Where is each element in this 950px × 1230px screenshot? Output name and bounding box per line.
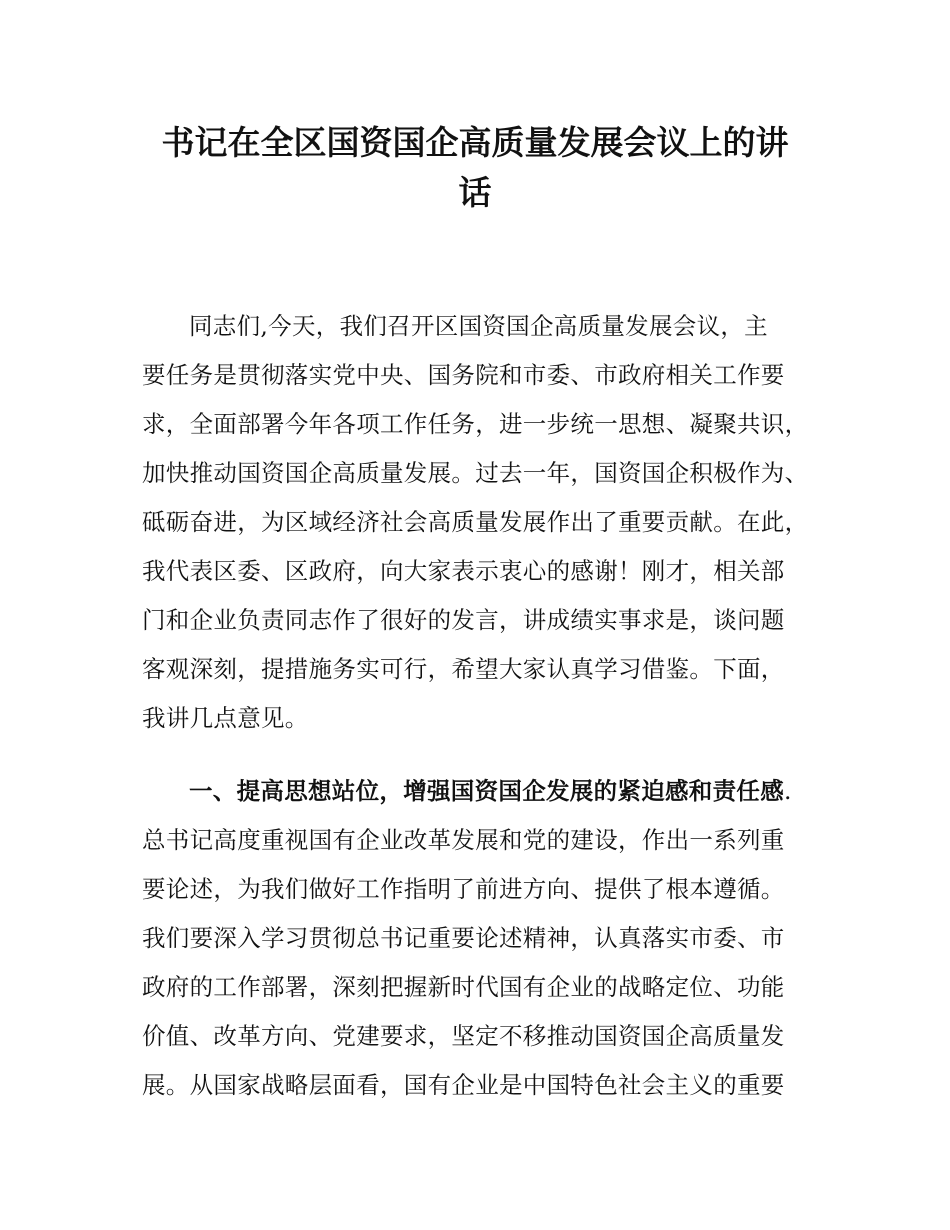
paragraph-line: 要论述，为我们做好工作指明了前进方向、提供了根本遵循。 <box>142 875 785 903</box>
section-1 <box>142 767 832 1110</box>
section-heading-line <box>142 767 832 816</box>
paragraph-line: 客观深刻，提措施务实可行，希望大家认真学习借鉴。下面， <box>142 655 785 683</box>
title-line: 话 <box>458 173 492 212</box>
section-heading-tail: . <box>784 777 792 805</box>
document-body <box>142 302 832 1110</box>
document-title <box>120 118 830 218</box>
paragraph-line: 同志们,今天，我们召开区国资国企高质量发展会议，主 <box>189 312 768 340</box>
paragraph-line: 我们要深入学习贯彻总书记重要论述精神，认真落实市委、市 <box>142 924 785 952</box>
paragraph-line: 要任务是贯彻落实党中央、国务院和市委、市政府相关工作要 <box>142 361 785 389</box>
paragraph-line: 展。从国家战略层面看，国有企业是中国特色社会主义的重要 <box>142 1071 785 1099</box>
paragraph-line: 我讲几点意见。 <box>142 704 309 732</box>
section-heading: 一、提高思想站位，增强国资国企发展的紧迫感和责任感 <box>189 777 784 805</box>
title-line: 书记在全区国资国企高质量发展会议上的讲 <box>161 123 789 162</box>
paragraph-line: 门和企业负责同志作了很好的发言，讲成绩实事求是，谈问题 <box>142 606 785 634</box>
paragraph-line: 求，全面部署今年各项工作任务，进一步统一思想、凝聚共识， <box>142 410 809 438</box>
paragraph-line: 砥砺奋进，为区域经济社会高质量发展作出了重要贡献。在此， <box>142 508 809 536</box>
paragraph-line: 价值、改革方向、党建要求，坚定不移推动国资国企高质量发 <box>142 1022 785 1050</box>
paragraph-line: 总书记高度重视国有企业改革发展和党的建设，作出一系列重 <box>142 826 785 854</box>
intro-paragraph <box>142 302 832 743</box>
paragraph-line: 政府的工作部署，深刻把握新时代国有企业的战略定位、功能 <box>142 973 785 1001</box>
paragraph-line: 加快推动国资国企高质量发展。过去一年，国资国企积极作为、 <box>142 459 809 487</box>
paragraph-line: 我代表区委、区政府，向大家表示衷心的感谢！刚才，相关部 <box>142 557 785 585</box>
